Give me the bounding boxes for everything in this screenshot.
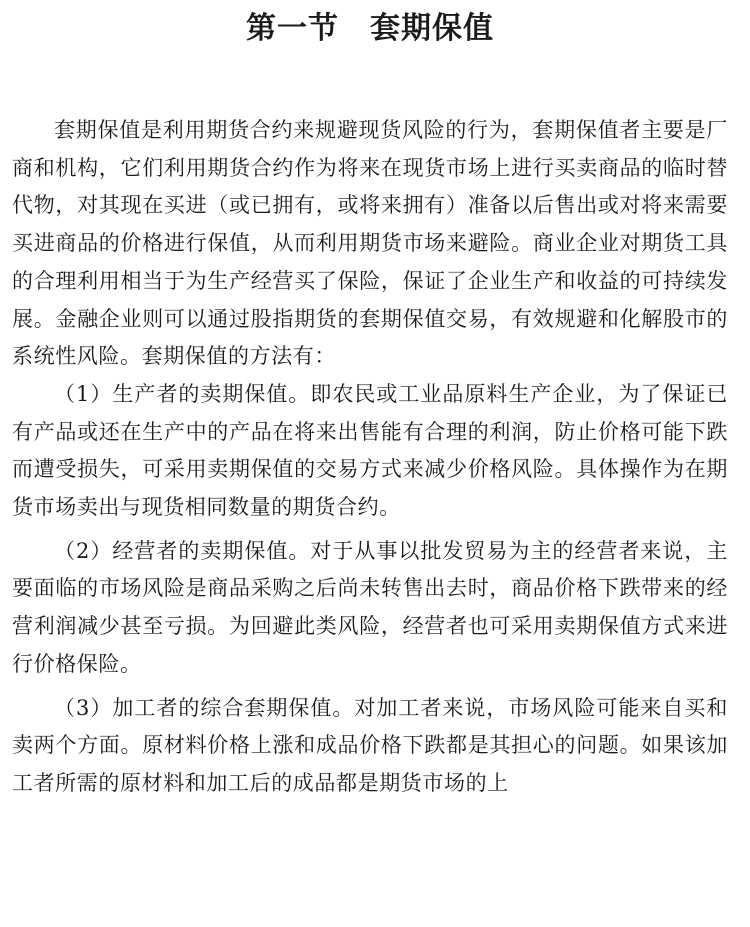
section-title: 第一节 套期保值 [246,11,494,46]
paragraph-dealer-hedge: （2）经营者的卖期保值。对于从事以批发贸易为主的经营者来说，主要面临的市场风险是商品采购之后尚未转售出去时，商品价格下跌带来的经营利润减少甚至亏损。为回避此类风险，经营者也可采用卖期保值方式来进行价格保险。 [12,538,728,676]
paragraph-producer-hedge: （1）生产者的卖期保值。即农民或工业品原料生产企业，为了保证已有产品或还在生产中的产品在将来出售能有合理的利润，防止价格可能下跌而遭受损失，可采用卖期保值的交易方式来减少价格风险。具体操作为在期货市场卖出与现货相同数量的期货合约。 [12,381,728,520]
document-body [12,112,728,803]
paragraph-processor-hedge: （3）加工者的综合套期保值。对加工者来说，市场风险可能来自买和卖两个方面。原材料价格上涨和成品价格下跌都是其担心的问题。如果该加工者所需的原材料和加工后的成品都是期货市场的上 [12,695,728,795]
paragraph-intro: 套期保值是利用期货合约来规避现货风险的行为，套期保值者主要是厂商和机构，它们利用期货合约作为将来在现货市场上进行买卖商品的临时替代物，对其现在买进（或已拥有，或将来拥有）准备以后售出或对将来需要买进商品的价格进行保值，从而利用期货市场来避险。商业企业对期货工具的合理利用相当于为生产经营买了保险，保证了企业生产和收益的可持续发展。金融企业则可以通过股指期货的套期保值交易，有效规避和化解股市的系统性风险。套期保值的方法有： [12,118,728,369]
